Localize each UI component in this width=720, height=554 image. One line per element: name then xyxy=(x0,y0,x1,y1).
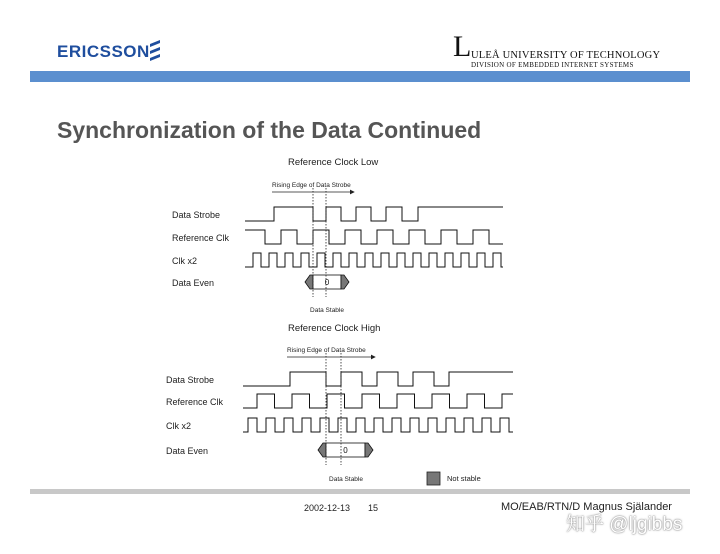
footer-author: MO/EAB/RTN/D Magnus Själander xyxy=(501,501,672,513)
university-logo-initial: L xyxy=(453,30,472,63)
slide-title: Synchronization of the Data Continued xyxy=(57,117,482,143)
footer-page-number: 15 xyxy=(368,503,379,513)
reference-clk-label: Reference Clk xyxy=(172,233,230,243)
reference-clk-waveform xyxy=(243,394,513,408)
data-strobe-label: Data Strobe xyxy=(166,375,215,385)
university-division: DIVISION OF EMBEDDED INTERNET SYSTEMS xyxy=(471,61,634,69)
data-stable-label: Data Stable xyxy=(329,476,363,483)
reference-clk-waveform xyxy=(245,230,503,244)
diagram-heading: Reference Clock High xyxy=(288,323,381,334)
legend xyxy=(427,472,481,485)
university-name: ULEÅ UNIVERSITY OF TECHNOLOGY xyxy=(471,50,661,61)
unstable-region-right xyxy=(341,275,349,289)
data-strobe-waveform xyxy=(245,207,503,221)
unstable-region-right xyxy=(365,443,373,457)
diagram-heading: Reference Clock Low xyxy=(288,157,379,168)
legend-not-stable-label: Not stable xyxy=(447,474,481,483)
data-value: 0 xyxy=(343,446,348,455)
clk-x2-waveform xyxy=(245,253,503,267)
clk-x2-waveform xyxy=(243,418,513,432)
clk-x2-label: Clk x2 xyxy=(172,256,198,266)
rising-edge-annotation: Rising Edge of Data Strobe xyxy=(272,182,351,189)
clk-x2-label: Clk x2 xyxy=(166,421,192,431)
data-strobe-label: Data Strobe xyxy=(172,210,221,220)
watermark: 知乎 @ljgibbs xyxy=(566,514,683,535)
reference-clk-label: Reference Clk xyxy=(166,397,224,407)
legend-not-stable-swatch xyxy=(427,472,440,485)
data-even-label: Data Even xyxy=(172,278,215,288)
unstable-region-left xyxy=(305,275,313,289)
unstable-region-left xyxy=(318,443,326,457)
data-stable-label: Data Stable xyxy=(310,307,344,314)
timing-diagram-reference-clock-low xyxy=(172,157,503,314)
footer-bar xyxy=(30,489,690,494)
data-even-label: Data Even xyxy=(166,446,209,456)
data-strobe-waveform xyxy=(243,372,513,386)
ericsson-logo: ERICSSON xyxy=(57,42,150,61)
footer-date: 2002-12-13 xyxy=(304,503,351,513)
rising-edge-annotation: Rising Edge of Data Strobe xyxy=(287,347,366,354)
data-value: 0 xyxy=(324,278,330,287)
timing-diagram-reference-clock-high xyxy=(166,323,513,483)
